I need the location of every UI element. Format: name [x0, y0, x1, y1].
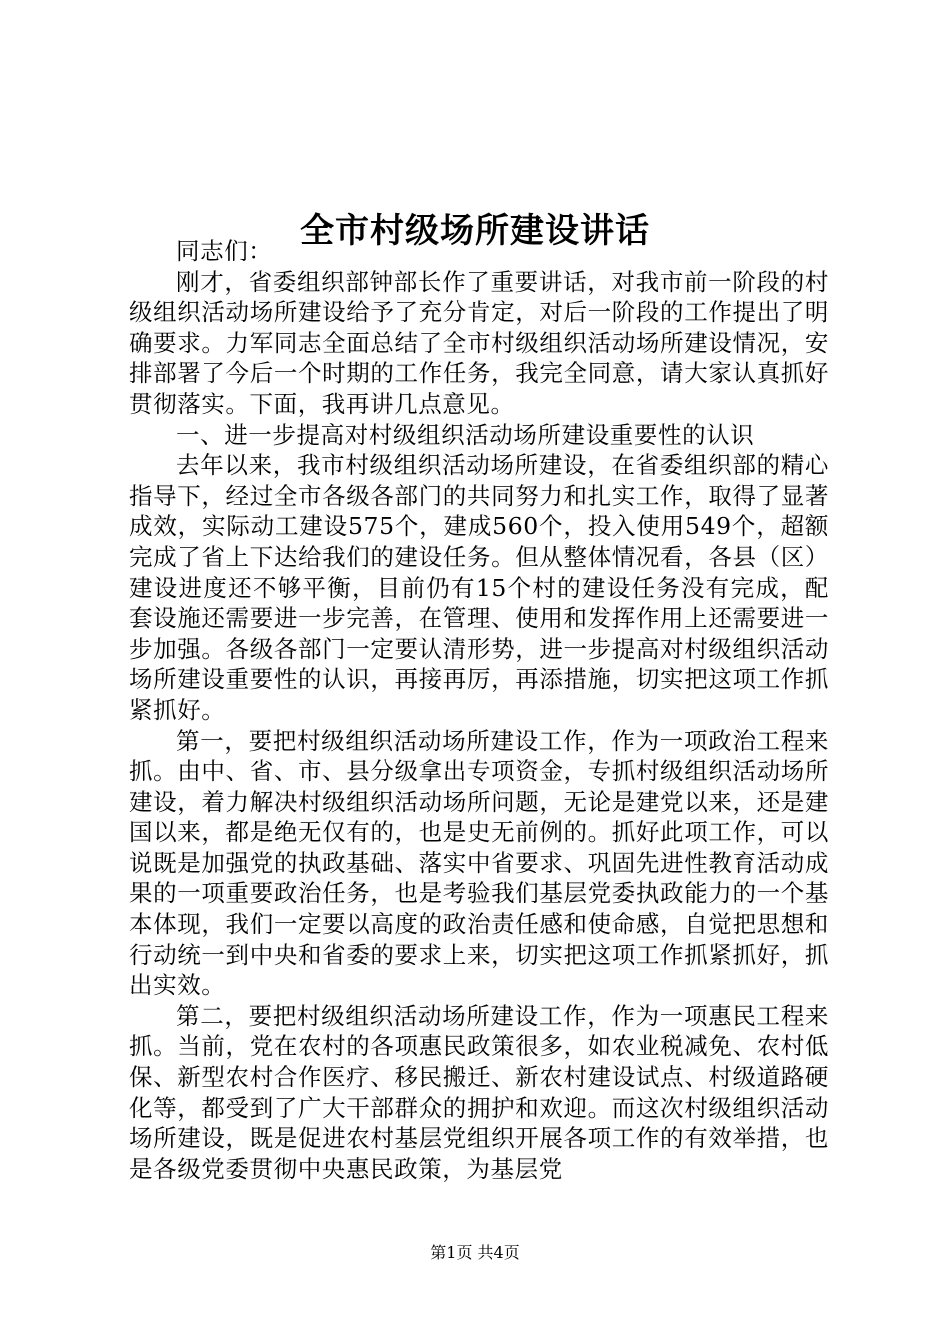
body-paragraph: 第二，要把村级组织活动场所建设工作，作为一项惠民工程来抓。当前，党在农村的各项惠民政策很多，如农业税减免、农村低保、新型农村合作医疗、移民搬迁、新农村建设试点、村级道路硬化等，都受到了广大干部群众的拥护和欢迎。而这次村级组织活动场所建设，既是促进农村基层党组织开展各项工作的有效举措，也是各级党委贯彻中央惠民政策，为基层党 [129, 1001, 829, 1183]
body-paragraph: 第一，要把村级组织活动场所建设工作，作为一项政治工程来抓。由中、省、市、县分级拿出专项资金，专抓村级组织活动场所建设，着力解决村级组织活动场所问题，无论是建党以来，还是建国以来，都是绝无仅有的，也是史无前例的。抓好此项工作，可以说既是加强党的执政基础、落实中省要求、巩固先进性教育活动成果的一项重要政治任务，也是考验我们基层党委执政能力的一个基本体现，我们一定要以高度的政治责任感和使命感，自觉把思想和行动统一到中央和省委的要求上来，切实把这项工作抓紧抓好，抓出实效。 [129, 726, 829, 1000]
document-title: 全市村级场所建设讲话 [300, 210, 650, 251]
body-paragraph: 去年以来，我市村级组织活动场所建设，在省委组织部的精心指导下，经过全市各级各部门的共同努力和扎实工作，取得了显著成效，实际动工建设575个，建成560个，投入使用549个，超额完成了省上下达给我们的建设任务。但从整体情况看，各县（区）建设进度还不够平衡，目前仍有15个村的建设任务没有完成，配套设施还需要进一步完善，在管理、使用和发挥作用上还需要进一步加强。各级各部门一定要认清形势，进一步提高对村级组织活动场所建设重要性的认识，再接再厉，再添措施，切实把这项工作抓紧抓好。 [129, 451, 829, 724]
salutation-paragraph: 同志们： [176, 237, 273, 265]
document-body [129, 236, 829, 1184]
body-paragraph: 刚才，省委组织部钟部长作了重要讲话，对我市前一阶段的村级组织活动场所建设给予了充分肯定，对后一阶段的工作提出了明确要求。力军同志全面总结了全市村级组织活动场所建设情况，安排部署了今后一个时期的工作任务，我完全同意，请大家认真抓好贯彻落实。下面，我再讲几点意见。 [129, 267, 829, 418]
section-heading: 一、进一步提高对村级组织活动场所建设重要性的认识 [176, 420, 755, 449]
page-footer: 第1页 共4页 [430, 1243, 520, 1262]
